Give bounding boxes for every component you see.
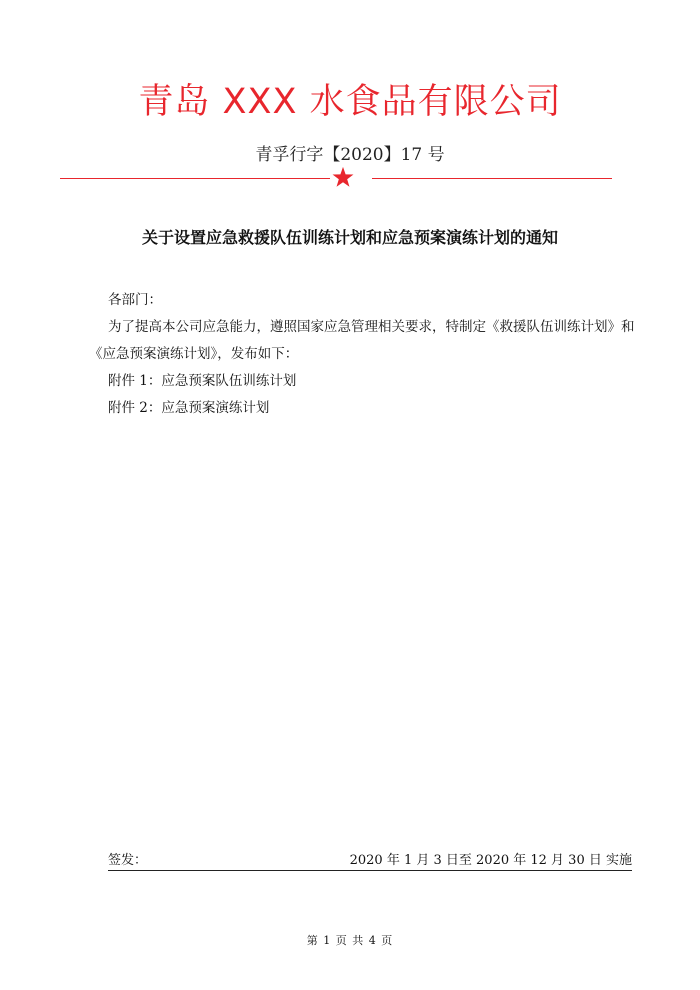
header-red-rule-right (372, 178, 612, 179)
header-red-rule-left (60, 178, 330, 179)
attachment-item: 附件 1：应急预案队伍训练计划 (108, 373, 297, 389)
company-title: 青岛 XXX 水食品有限公司 (138, 82, 562, 122)
document-number: 青孚行字【2020】17 号 (255, 145, 445, 165)
body-paragraph: 为了提高本公司应急能力，遵照国家应急管理相关要求，特制定《救援队伍训练计划》和《应急预案演练计划》，发布如下： (89, 319, 635, 362)
sign-label: 签发： (108, 853, 148, 868)
red-star-shape (333, 167, 354, 187)
notice-body (89, 287, 641, 422)
salutation: 各部门： (108, 292, 162, 308)
notice-title: 关于设置应急救援队伍训练计划和应急预案演练计划的通知 (141, 228, 558, 247)
attachment-item: 附件 2：应急预案演练计划 (108, 400, 270, 416)
implementation-period: 2020 年 1 月 3 日至 2020 年 12 月 30 日 实施 (349, 853, 632, 868)
signature-bar (108, 852, 632, 871)
page-number: 第 1 页 共 4 页 (306, 934, 394, 947)
red-star-icon (332, 166, 354, 188)
